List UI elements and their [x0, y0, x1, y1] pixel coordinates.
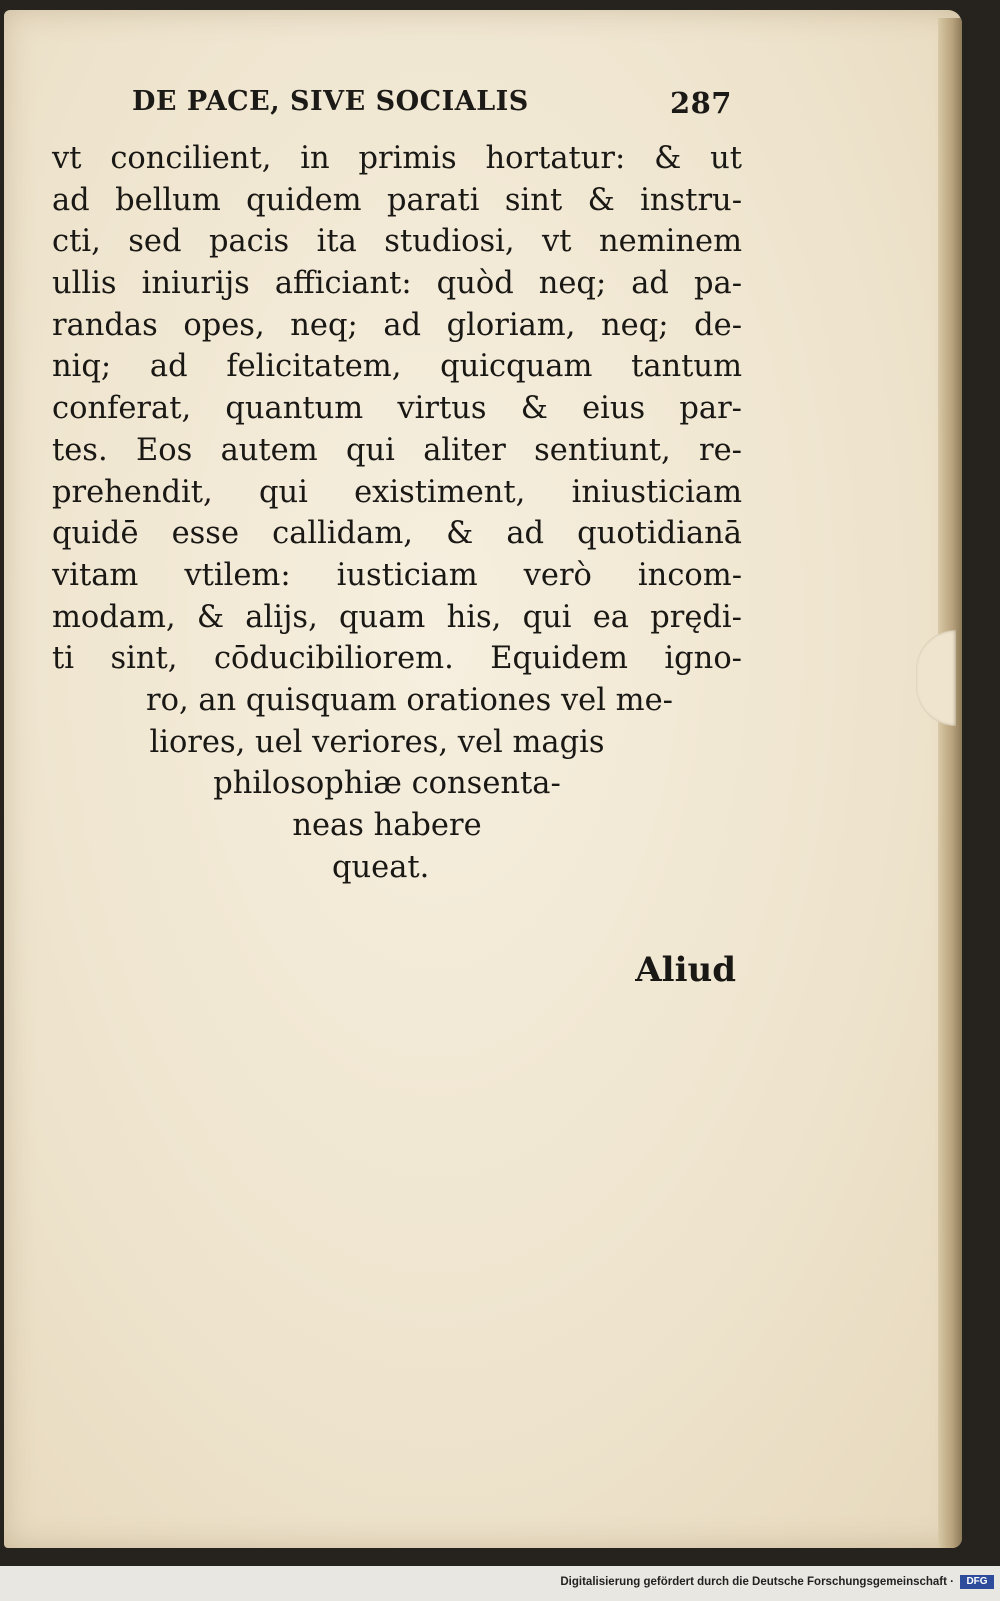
text-line: queat.: [332, 849, 430, 885]
text-line: conferat, quantum virtus & eius par-: [52, 391, 742, 427]
text-line: ti sint, cōducibiliorem. Equidem igno-: [52, 641, 742, 677]
page-number: 287: [669, 86, 732, 120]
text-line: liores, uel veriores, vel magis: [149, 724, 605, 760]
text-line: ullis iniurijs afficiant: quòd neq; ad pa-: [52, 266, 742, 302]
text-line: prehendit, qui existiment, iniusticiam: [52, 474, 742, 510]
text-line: modam, & alijs, quam his, qui ea prędi-: [52, 599, 742, 635]
page-header: [132, 86, 732, 126]
dfg-logo: DFG: [960, 1575, 994, 1589]
book-page: [4, 10, 962, 1548]
text-line: tes. Eos autem qui aliter sentiunt, re-: [52, 432, 742, 468]
text-line: vitam vtilem: iusticiam verò incom-: [52, 557, 742, 593]
text-line: neas habere: [292, 808, 482, 843]
text-line: niq; ad felicitatem, quicquam tantum: [52, 349, 742, 385]
catchword: Aliud: [635, 950, 736, 990]
body-text: [52, 138, 742, 888]
text-line: ro, an quisquam orationes vel me-: [146, 682, 673, 718]
text-line: quidē esse callidam, & ad quotidianā: [52, 516, 742, 552]
text-line: philosophiæ consenta-: [213, 766, 561, 802]
thumb-tab: [916, 630, 956, 726]
text-line: ad bellum quidem parati sint & instru-: [52, 182, 742, 218]
page-edge: [938, 18, 962, 1548]
text-line: vt concilient, in primis hortatur: & ut: [52, 141, 742, 176]
text-line: randas opes, neq; ad gloriam, neq; de-: [52, 307, 742, 343]
footer-credit: Digitalisierung gefördert durch die Deutsche Forschungsgemeinschaft ·: [560, 1576, 954, 1588]
running-head: DE PACE, SIVE SOCIALIS: [132, 86, 529, 117]
text-line: cti, sed pacis ita studiosi, vt neminem: [52, 224, 742, 260]
